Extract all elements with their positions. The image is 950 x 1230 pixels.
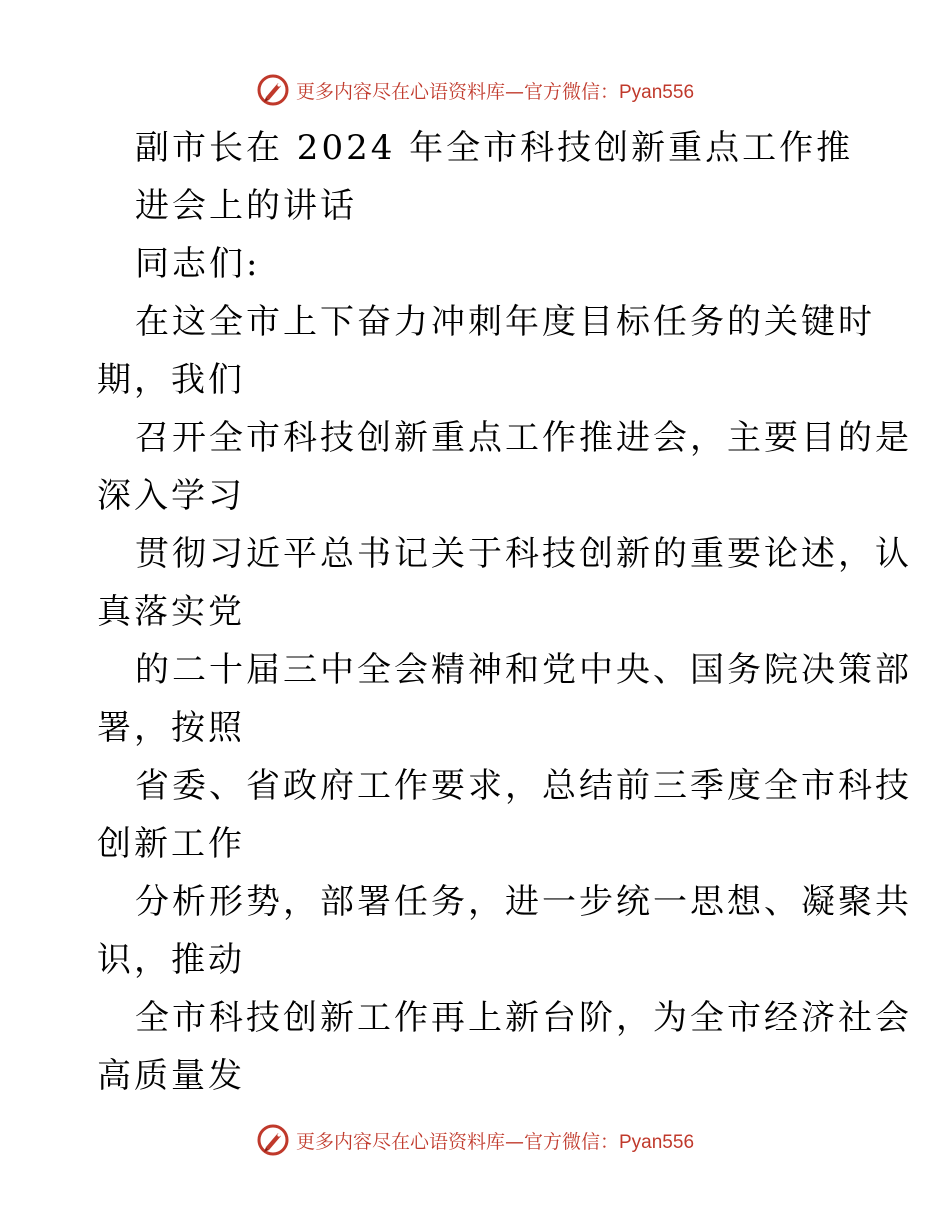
paragraph-line: 期，我们 [97,360,245,400]
paragraph-line: 省委、省政府工作要求，总结前三季度全市科技 [135,766,912,806]
footer-watermark-banner [0,1120,950,1160]
paragraph-line: 全市科技创新工作再上新台阶，为全市经济社会 [135,998,912,1038]
paragraph-line: 真落实党 [97,592,245,632]
paragraph-line: 识，推动 [97,940,245,980]
paragraph-line: 召开全市科技创新重点工作推进会，主要目的是 [135,418,912,458]
header-watermark-handle: Pyan556 [619,81,695,103]
header-watermark-text [296,77,694,104]
paragraph-line: 创新工作 [97,824,245,864]
header-watermark-label: 更多内容尽在心语资料库—官方微信： [295,80,619,103]
footer-watermark-label: 更多内容尽在心语资料库—官方微信： [295,1130,619,1153]
footer-watermark-text [296,1127,694,1154]
salutation: 同志们: [135,244,261,284]
paragraph-line: 高质量发 [97,1056,245,1096]
paragraph-line: 分析形势，部署任务，进一步统一思想、凝聚共 [135,882,912,922]
footer-watermark-handle: Pyan556 [619,1131,695,1153]
pen-nib-logo-icon [256,73,290,107]
paragraph-line: 深入学习 [97,476,245,516]
document-title-line-2: 进会上的讲话 [135,186,357,226]
paragraph-line: 署，按照 [97,708,245,748]
pen-nib-logo-icon [256,1123,290,1157]
document-title-line-1: 副市长在 2024 年全市科技创新重点工作推 [135,128,854,168]
paragraph-line: 贯彻习近平总书记关于科技创新的重要论述，认 [135,534,912,574]
paragraph-line: 在这全市上下奋力冲刺年度目标任务的关键时 [135,302,875,342]
paragraph-line: 的二十届三中全会精神和党中央、国务院决策部 [135,650,912,690]
header-watermark-banner [0,70,950,110]
